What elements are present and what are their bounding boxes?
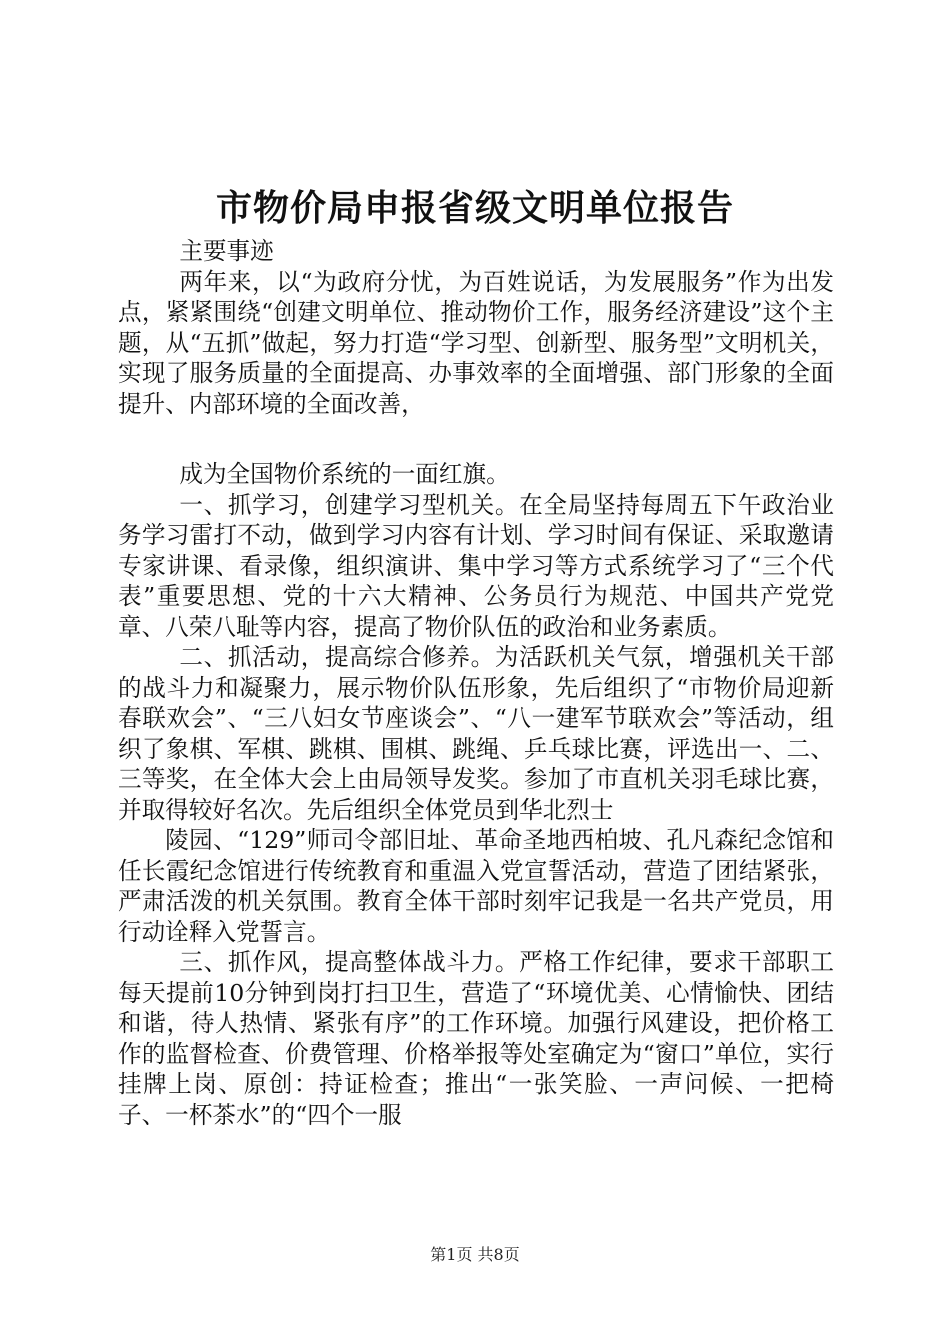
document-title: 市物价局申报省级文明单位报告 <box>215 187 734 229</box>
paragraph-intro-continued: 成为全国物价系统的一面红旗。 <box>179 460 510 488</box>
paragraph-activities: 二、抓活动，提高综合修养。为活跃机关气氛，增强机关干部的战斗力和凝聚力，展示物价队伍形象，先后组织了“市物价局迎新春联欢会”、“三八妇女节座谈会”、“八一建军节联欢会”等活动，组织了象棋、军棋、跳棋、围棋、跳绳、乒乓球比赛，评选出一、二、三等奖，在全体大会上由局领导发奖。参加了市直机关羽毛球比赛，并取得较好名次。先后组织全体党员到华北烈士 <box>118 643 834 824</box>
page-number-footer: 第1页 共8页 <box>430 1245 520 1264</box>
paragraph-work-style: 三、抓作风，提高整体战斗力。严格工作纪律，要求干部职工每天提前10分钟到岗打扫卫生，营造了“环境优美、心情愉快、团结和谐，待人热情、紧张有序”的工作环境。加强行风建设，把价格工作的监督检查、价费管理、价格举报等处室确定为“窗口”单位，实行挂牌上岗、原创：持证检查；推出“一张笑脸、一声问候、一把椅子、一杯茶水”的“四个一服 <box>118 948 834 1129</box>
section-heading-main-deeds: 主要事迹 <box>179 237 274 265</box>
paragraph-study: 一、抓学习，创建学习型机关。在全局坚持每周五下午政治业务学习雷打不动，做到学习内容有计划、学习时间有保证、采取邀请专家讲课、看录像，组织演讲、集中学习等方式系统学习了“三个代表”重要思想、党的十六大精神、公务员行为规范、中国共产党党章、八荣八耻等内容，提高了物价队伍的政治和业务素质。 <box>118 490 834 641</box>
document-body <box>118 236 834 1130</box>
paragraph-intro: 两年来，以“为政府分忧，为百姓说话，为发展服务”作为出发点，紧紧围绕“创建文明单位、推动物价工作，服务经济建设”这个主题，从“五抓”做起，努力打造“学习型、创新型、服务型”文明机关，实现了服务质量的全面提高、办事效率的全面增强、部门形象的全面提升、内部环境的全面改善， <box>118 267 834 418</box>
paragraph-activities-continued: 陵园、“129”师司令部旧址、革命圣地西柏坡、孔凡森纪念馆和任长霞纪念馆进行传统教育和重温入党宣誓活动，营造了团结紧张，严肃活泼的机关氛围。教育全体干部时刻牢记我是一名共产党员，用行动诠释入党誓言。 <box>118 826 834 946</box>
